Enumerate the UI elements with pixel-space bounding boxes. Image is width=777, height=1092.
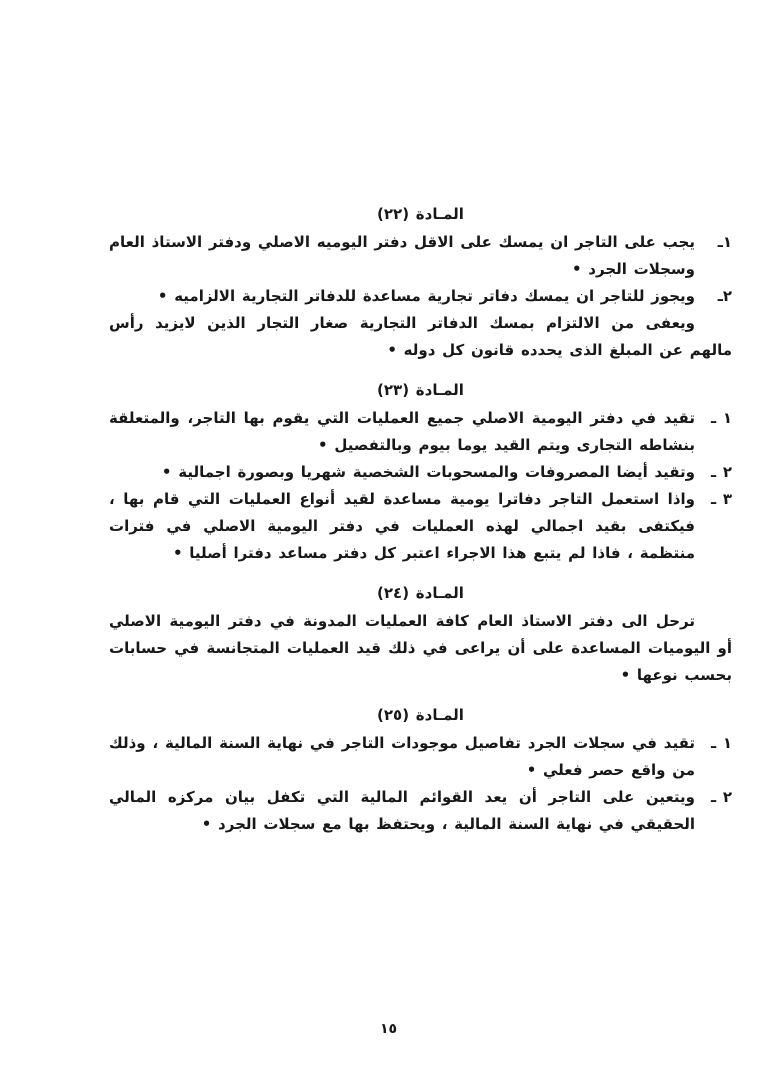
page-number: ١٥ — [379, 1021, 398, 1037]
clause-number: ٢ـ — [717, 287, 732, 305]
clause-number: ١ ـ — [710, 734, 732, 752]
article-title: المـادة (٢٥) — [377, 706, 464, 724]
clause-number: ٢ ـ — [710, 463, 732, 481]
article — [109, 377, 732, 567]
article-clause — [109, 784, 732, 838]
article-title: المـادة (٢٣) — [377, 381, 464, 399]
clause-number: ٢ ـ — [710, 788, 732, 806]
article-clause — [109, 405, 732, 459]
clause-text: وتقيد أيضا المصروفات والمسحوبات الشخصية شهريا وبصورة اجمالية • — [161, 463, 695, 481]
clause-text: ويجوز للتاجر ان يمسك دفاتر تجارية مساعدة للدفاتر التجارية الالزاميه • — [157, 287, 695, 305]
article-clause — [109, 283, 732, 310]
clause-text: تقيد في دفتر اليومية الاصلي جميع العمليات التي يقوم بها التاجر، والمتعلقة بنشاطه التجارى ويتم القيد يوما بيوم وبالتفصيل • — [109, 409, 695, 454]
article — [109, 580, 732, 689]
clause-text: تقيد في سجلات الجرد تفاصيل موجودات التاجر في نهاية السنة المالية ، وذلك من واقع حصر فعلي • — [109, 734, 695, 779]
clause-number: ٣ ـ — [710, 490, 732, 508]
article-clause — [109, 486, 732, 567]
articles — [109, 201, 732, 851]
article-clause — [109, 229, 732, 283]
article-clause — [109, 459, 732, 486]
clause-text: واذا استعمل التاجر دفاترا يومية مساعدة لقيد أنواع العمليات التي قام بها ، فيكتفى بقيد اجمالي لهذه العمليات في دفتر اليومية الاصلي في فترات منتظمة ، فاذا لم يتبع هذا الاجراء اعتبر كل دفتر مساعد دفترا أصليا • — [109, 490, 695, 562]
clause-number: ١ ـ — [710, 409, 732, 427]
clause-text: يجب على التاجر ان يمسك على الاقل دفتر اليوميه الاصلي ودفتر الاستاذ العام وسجلات الجرد • — [109, 233, 695, 278]
clause-text: ويتعين على التاجر أن يعد القوائم المالية التي تكفل بيان مركزه المالي الحقيقي في نهاية السنة المالية ، ويحتفظ بها مع سجلات الجرد • — [109, 788, 695, 833]
clause-number: ١ـ — [717, 233, 732, 251]
article — [109, 201, 732, 364]
article-title: المـادة (٢٤) — [377, 584, 464, 602]
article-title: المـادة (٢٢) — [377, 205, 464, 223]
article-clause — [109, 730, 732, 784]
article-paragraph: ويعفى من الالتزام بمسك الدفاتر التجارية صغار التجار الذين لايزيد رأس مالهم عن المبلغ الذى يحدده قانون كل دوله • — [109, 314, 732, 359]
article-paragraph: ترحل الى دفتر الاستاذ العام كافة العمليات المدونة في دفتر اليومية الاصلي أو اليوميات المساعدة على أن يراعى في ذلك قيد العمليات المتجانسة في حسابات بحسب نوعها • — [109, 612, 732, 684]
article — [109, 702, 732, 838]
